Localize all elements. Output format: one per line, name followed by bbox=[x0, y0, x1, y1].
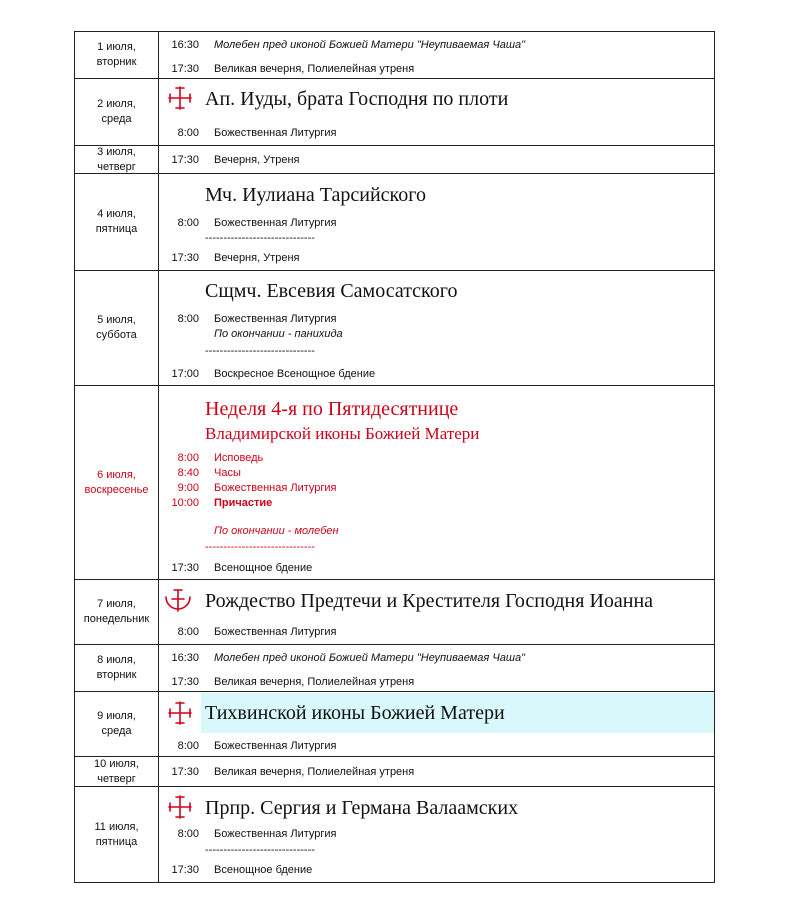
feast-title: Рождество Предтечи и Крестителя Господня Иоанна bbox=[205, 590, 654, 612]
day-row bbox=[75, 146, 714, 174]
feast-title: Тихвинской иконы Божией Матери bbox=[201, 693, 714, 733]
date-cell bbox=[75, 271, 159, 385]
service-line bbox=[159, 675, 714, 689]
date-cell bbox=[75, 146, 159, 173]
weekday-label: воскресенье bbox=[84, 483, 149, 496]
date-cell bbox=[75, 692, 159, 756]
separator-line: ------------------------------ bbox=[205, 541, 315, 553]
date-label: 6 июля, bbox=[97, 468, 136, 481]
date-label: 9 июля, bbox=[97, 710, 136, 722]
date-cell bbox=[75, 386, 159, 579]
service-name: Молебен пред иконой Божией Матери "Неупиваемая Чаша" bbox=[214, 39, 525, 51]
service-name: Часы bbox=[214, 467, 241, 479]
service-line bbox=[159, 496, 714, 510]
service-line bbox=[159, 62, 714, 76]
service-line bbox=[159, 451, 714, 465]
weekday-label: пятница bbox=[95, 835, 138, 848]
service-name: Исповедь bbox=[214, 452, 264, 464]
day-row bbox=[75, 32, 714, 79]
service-name: Божественная Литургия bbox=[214, 313, 337, 325]
service-time: 8:00 bbox=[177, 626, 199, 638]
service-name: Великая вечерня, Полиелейная утреня bbox=[214, 63, 415, 75]
service-time: 16:30 bbox=[171, 39, 199, 51]
service-name: Великая вечерня, Полиелейная утреня bbox=[214, 766, 415, 778]
service-name: Божественная Литургия bbox=[214, 626, 337, 638]
service-name: Вечерня, Утреня bbox=[214, 154, 300, 166]
service-name: Молебен пред иконой Божией Матери "Неупиваемая Чаша" bbox=[214, 652, 525, 664]
service-time: 17:30 bbox=[171, 63, 199, 75]
weekday-label: суббота bbox=[96, 329, 137, 341]
service-name: Всенощное бдение bbox=[214, 562, 313, 574]
service-time: 8:00 bbox=[177, 828, 199, 840]
service-name: По окончании - панихида bbox=[214, 328, 343, 340]
service-time: 8:40 bbox=[177, 467, 199, 479]
services-cell bbox=[159, 79, 714, 145]
service-line bbox=[159, 765, 714, 779]
separator-line: ------------------------------ bbox=[205, 345, 315, 357]
service-time: 16:30 bbox=[171, 652, 199, 664]
service-time: 8:00 bbox=[177, 127, 199, 139]
service-time: 17:30 bbox=[171, 676, 199, 688]
service-name: Всенощное бдение bbox=[214, 864, 313, 876]
date-cell bbox=[75, 787, 159, 882]
service-name: Вечерня, Утреня bbox=[214, 252, 300, 264]
services-cell bbox=[159, 692, 714, 756]
service-note bbox=[159, 524, 714, 538]
red-cross-icon bbox=[167, 85, 193, 111]
service-name: Великая вечерня, Полиелейная утреня bbox=[214, 676, 415, 688]
day-row bbox=[75, 580, 714, 645]
day-row bbox=[75, 386, 714, 580]
service-time: 17:30 bbox=[171, 252, 199, 264]
date-cell bbox=[75, 645, 159, 691]
service-name: Божественная Литургия bbox=[214, 740, 337, 752]
service-line bbox=[159, 863, 714, 877]
day-row bbox=[75, 787, 714, 882]
service-name: Божественная Литургия bbox=[214, 217, 337, 229]
service-line bbox=[159, 466, 714, 480]
service-line bbox=[159, 625, 714, 639]
feast-title: Мч. Иулиана Тарсийского bbox=[205, 184, 426, 206]
red-cross-icon bbox=[167, 700, 193, 726]
service-time: 10:00 bbox=[171, 497, 199, 509]
date-cell bbox=[75, 79, 159, 145]
weekday-label: вторник bbox=[96, 669, 137, 681]
service-time: 17:30 bbox=[171, 562, 199, 574]
separator-line: ------------------------------ bbox=[205, 844, 315, 856]
service-line bbox=[159, 126, 714, 140]
day-row bbox=[75, 692, 714, 757]
weekday-label: понедельник bbox=[83, 613, 150, 625]
red-cross-icon bbox=[167, 794, 193, 820]
weekday-label: среда bbox=[101, 113, 132, 125]
service-time: 17:00 bbox=[171, 368, 199, 380]
day-row bbox=[75, 271, 714, 386]
service-name: Божественная Литургия bbox=[214, 127, 337, 139]
service-name: Божественная Литургия bbox=[214, 828, 337, 840]
day-row bbox=[75, 174, 714, 271]
services-cell bbox=[159, 757, 714, 786]
date-label: 10 июля, bbox=[94, 757, 139, 770]
services-cell bbox=[159, 580, 714, 644]
service-line bbox=[159, 153, 714, 167]
day-row bbox=[75, 79, 714, 146]
date-label: 4 июля, bbox=[97, 208, 136, 220]
day-row bbox=[75, 645, 714, 692]
weekday-label: четверг bbox=[97, 772, 136, 785]
service-name: Божественная Литургия bbox=[214, 482, 337, 494]
service-time: 8:00 bbox=[177, 452, 199, 464]
date-cell bbox=[75, 32, 159, 78]
service-line bbox=[159, 561, 714, 575]
date-label: 1 июля, bbox=[97, 41, 136, 53]
services-cell bbox=[159, 271, 714, 385]
weekday-label: четверг bbox=[97, 160, 136, 173]
date-label: 11 июля, bbox=[94, 820, 139, 833]
services-cell bbox=[159, 32, 714, 78]
service-name: Причастие bbox=[214, 497, 273, 509]
services-cell bbox=[159, 645, 714, 691]
service-time: 17:30 bbox=[171, 766, 199, 778]
service-line bbox=[159, 367, 714, 381]
feast-subtitle: Владимирской иконы Божией Матери bbox=[205, 424, 480, 443]
services-cell bbox=[159, 146, 714, 173]
feast-title: Сщмч. Евсевия Самосатского bbox=[205, 280, 458, 302]
weekday-label: среда bbox=[101, 725, 132, 737]
weekday-label: вторник bbox=[96, 56, 137, 68]
service-line bbox=[159, 651, 714, 665]
service-line bbox=[159, 251, 714, 265]
red-semicircle-cross-icon bbox=[163, 587, 193, 615]
service-time: 17:30 bbox=[171, 154, 199, 166]
weekday-label: пятница bbox=[95, 223, 138, 235]
schedule-table bbox=[74, 31, 715, 883]
service-name: По окончании - молебен bbox=[214, 525, 339, 537]
date-label: 5 июля, bbox=[97, 314, 136, 326]
day-row bbox=[75, 757, 714, 787]
service-name: Воскресное Всенощное бдение bbox=[214, 368, 376, 380]
service-line bbox=[159, 827, 714, 841]
service-time: 17:30 bbox=[171, 864, 199, 876]
date-label: 8 июля, bbox=[97, 654, 136, 666]
date-label: 7 июля, bbox=[97, 598, 136, 610]
date-cell bbox=[75, 174, 159, 270]
feast-title: Неделя 4-я по Пятидесятнице bbox=[205, 398, 459, 420]
service-time: 9:00 bbox=[177, 482, 199, 494]
service-line bbox=[159, 216, 714, 230]
service-time: 8:00 bbox=[177, 740, 199, 752]
service-line bbox=[159, 739, 714, 753]
service-line bbox=[159, 481, 714, 495]
date-cell bbox=[75, 580, 159, 644]
service-time: 8:00 bbox=[177, 217, 199, 229]
services-cell bbox=[159, 787, 714, 882]
feast-title: Прпр. Сергия и Германа Валаамских bbox=[205, 797, 519, 819]
separator-line: ------------------------------ bbox=[205, 232, 315, 244]
service-line bbox=[159, 312, 714, 326]
services-cell bbox=[159, 386, 714, 579]
date-cell bbox=[75, 757, 159, 786]
service-note bbox=[159, 327, 714, 341]
services-cell bbox=[159, 174, 714, 270]
feast-title: Ап. Иуды, брата Господня по плоти bbox=[205, 88, 509, 110]
date-label: 3 июля, bbox=[97, 145, 136, 158]
service-line bbox=[159, 38, 714, 52]
service-time: 8:00 bbox=[177, 313, 199, 325]
date-label: 2 июля, bbox=[97, 98, 136, 110]
